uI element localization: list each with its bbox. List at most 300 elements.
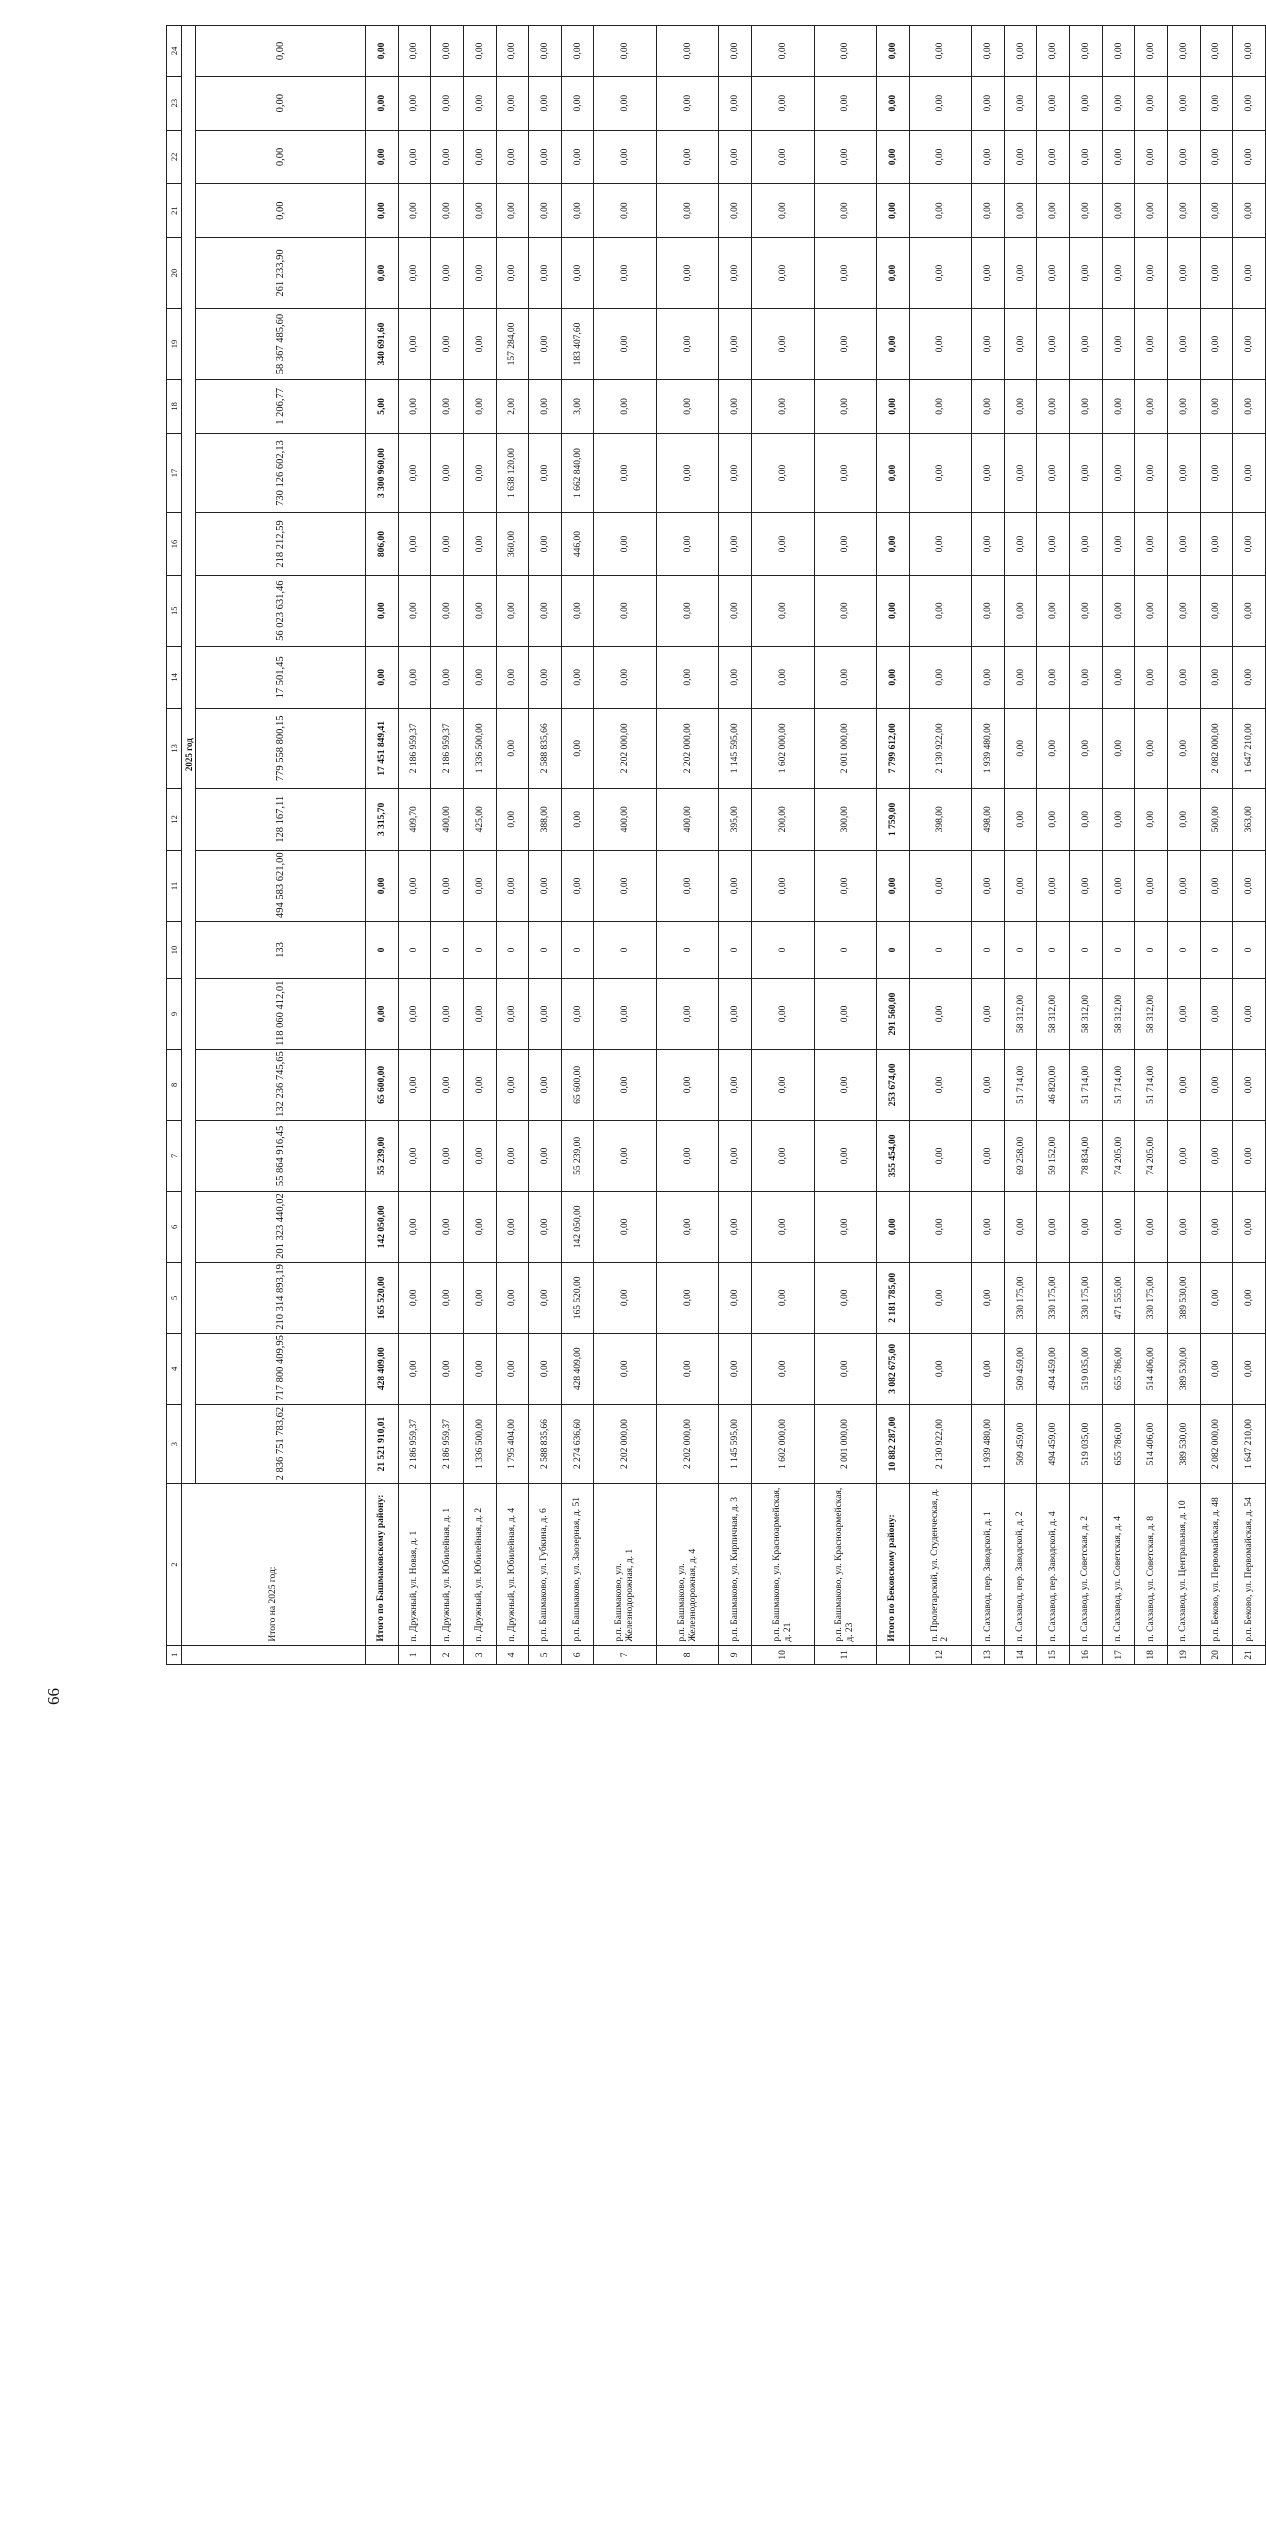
value-cell: 0,00 [463, 26, 496, 77]
table-row [1102, 26, 1135, 1665]
grand-total-cell: 1 206,77 [196, 379, 366, 433]
value-cell: 0,00 [1135, 309, 1168, 380]
value-cell: 0,00 [463, 1191, 496, 1262]
value-cell: 0,00 [496, 788, 529, 850]
value-cell: 0,00 [561, 238, 594, 309]
address-cell: п. Дружный, ул. Новая, д. 1 [398, 1484, 431, 1645]
value-cell: 0,00 [594, 851, 657, 922]
table-row [1004, 26, 1037, 1665]
value-cell: 0,00 [719, 1049, 752, 1120]
value-cell: 0,00 [909, 184, 972, 238]
value-cell: 157 284,00 [496, 309, 529, 380]
value-cell: 0,00 [1004, 238, 1037, 309]
value-cell: 0 [431, 921, 464, 978]
value-cell: 0,00 [972, 379, 1005, 433]
value-cell: 0,00 [431, 238, 464, 309]
value-cell: 0,00 [1233, 433, 1266, 513]
value-cell: 0,00 [1200, 433, 1233, 513]
value-cell: 142 050,00 [366, 1191, 399, 1262]
value-cell: 0,00 [1200, 978, 1233, 1049]
value-cell: 0,00 [656, 76, 719, 130]
value-cell: 1 647 210,00 [1233, 1404, 1266, 1484]
value-cell: 1 647 210,00 [1233, 709, 1266, 789]
page-number: 66 [44, 1688, 63, 1705]
column-number: 17 [167, 433, 182, 513]
value-cell: 0,00 [1037, 513, 1070, 575]
value-cell: 0,00 [398, 184, 431, 238]
value-cell: 58 312,00 [1070, 978, 1103, 1049]
address-cell: р.п. Беково, ул. Первомайская, д. 54 [1233, 1484, 1266, 1645]
value-cell: 0,00 [972, 575, 1005, 646]
value-cell: 0,00 [909, 646, 972, 708]
value-cell: 0,00 [431, 513, 464, 575]
value-cell: 0,00 [752, 513, 815, 575]
value-cell: 0 [1102, 921, 1135, 978]
value-cell: 0,00 [398, 379, 431, 433]
table-row [561, 26, 594, 1665]
column-number: 20 [167, 238, 182, 309]
table-row [719, 26, 752, 1665]
value-cell: 0,00 [752, 851, 815, 922]
value-cell: 388,00 [529, 788, 562, 850]
value-cell: 0,00 [719, 309, 752, 380]
value-cell: 0,00 [752, 379, 815, 433]
value-cell: 0,00 [1167, 575, 1200, 646]
value-cell: 0,00 [909, 433, 972, 513]
value-cell: 0,00 [561, 646, 594, 708]
value-cell: 1 602 000,00 [752, 1404, 815, 1484]
grand-total-cell: 261 233,90 [196, 238, 366, 309]
column-number: 3 [167, 1404, 182, 1484]
value-cell: 165 520,00 [366, 1262, 399, 1333]
column-number: 12 [167, 788, 182, 850]
value-cell: 0,00 [814, 379, 877, 433]
value-cell: 0,00 [366, 978, 399, 1049]
value-cell: 0,00 [1167, 130, 1200, 184]
value-cell: 0,00 [814, 1120, 877, 1191]
value-cell: 0,00 [877, 238, 910, 309]
value-cell: 0,00 [398, 978, 431, 1049]
value-cell: 330 175,00 [1070, 1262, 1103, 1333]
row-number: 13 [972, 1645, 1005, 1664]
value-cell: 363,00 [1233, 788, 1266, 850]
value-cell: 0,00 [972, 238, 1005, 309]
value-cell: 1 336 500,00 [463, 709, 496, 789]
value-cell: 0 [1135, 921, 1168, 978]
value-cell: 1 145 595,00 [719, 709, 752, 789]
value-cell: 0,00 [814, 1333, 877, 1404]
value-cell: 0,00 [1167, 788, 1200, 850]
value-cell: 0,00 [398, 238, 431, 309]
grand-total-cell: 128 167,11 [196, 788, 366, 850]
value-cell: 0,00 [463, 76, 496, 130]
value-cell: 0,00 [1233, 379, 1266, 433]
value-cell: 0,00 [529, 646, 562, 708]
value-cell: 0,00 [752, 238, 815, 309]
value-cell: 2 186 959,37 [398, 709, 431, 789]
value-cell: 0,00 [1233, 130, 1266, 184]
value-cell: 0,00 [972, 646, 1005, 708]
value-cell: 2 202 000,00 [656, 1404, 719, 1484]
value-cell: 74 205,00 [1135, 1120, 1168, 1191]
value-cell: 0,00 [529, 309, 562, 380]
grand-total-cell: 58 367 485,60 [196, 309, 366, 380]
value-cell: 0,00 [1004, 76, 1037, 130]
value-cell: 0,00 [972, 513, 1005, 575]
value-cell: 0,00 [1135, 379, 1168, 433]
table-row [972, 26, 1005, 1665]
value-cell: 51 714,00 [1102, 1049, 1135, 1120]
value-cell: 0,00 [1102, 575, 1135, 646]
value-cell: 0,00 [1037, 379, 1070, 433]
value-cell: 0,00 [529, 26, 562, 77]
value-cell: 0 [1200, 921, 1233, 978]
value-cell: 0,00 [594, 1191, 657, 1262]
address-cell: п. Сахзавод, пер. Заводской, д. 1 [972, 1484, 1005, 1645]
value-cell: 0,00 [656, 978, 719, 1049]
value-cell: 0,00 [1233, 1049, 1266, 1120]
value-cell: 0,00 [972, 433, 1005, 513]
value-cell: 0,00 [1135, 575, 1168, 646]
value-cell: 0,00 [1233, 575, 1266, 646]
value-cell: 514 406,00 [1135, 1333, 1168, 1404]
table-row [496, 26, 529, 1665]
value-cell: 360,00 [496, 513, 529, 575]
value-cell: 0,00 [814, 26, 877, 77]
value-cell: 0,00 [752, 978, 815, 1049]
value-cell: 330 175,00 [1004, 1262, 1037, 1333]
value-cell: 0,00 [496, 1262, 529, 1333]
value-cell: 0,00 [1167, 184, 1200, 238]
value-cell: 0,00 [431, 978, 464, 1049]
value-cell: 0,00 [594, 513, 657, 575]
value-cell: 0,00 [463, 646, 496, 708]
value-cell: 0 [1037, 921, 1070, 978]
address-cell: п. Сахзавод, ул. Советская, д. 8 [1135, 1484, 1168, 1645]
value-cell: 0,00 [1135, 513, 1168, 575]
grand-total-cell: 2 836 751 783,62 [196, 1404, 366, 1484]
value-cell: 0,00 [1037, 851, 1070, 922]
table-row [431, 26, 464, 1665]
value-cell: 0,00 [1167, 238, 1200, 309]
value-cell: 0,00 [1004, 1191, 1037, 1262]
value-cell: 0,00 [1135, 76, 1168, 130]
value-cell: 0,00 [752, 1049, 815, 1120]
value-cell: 5,00 [366, 379, 399, 433]
value-cell: 51 714,00 [1135, 1049, 1168, 1120]
value-cell: 0,00 [972, 26, 1005, 77]
value-cell: 0,00 [656, 1120, 719, 1191]
value-cell: 0,00 [1037, 130, 1070, 184]
value-cell: 0,00 [431, 76, 464, 130]
address-cell: р.п. Башмаково, ул. Красноармейская, д. 23 [814, 1484, 877, 1645]
value-cell: 0,00 [656, 1191, 719, 1262]
value-cell: 0,00 [1102, 709, 1135, 789]
value-cell: 0 [1233, 921, 1266, 978]
grand-total-cell: 56 023 631,46 [196, 575, 366, 646]
value-cell: 0,00 [1167, 76, 1200, 130]
value-cell: 0,00 [972, 851, 1005, 922]
column-number: 16 [167, 513, 182, 575]
value-cell: 0 [496, 921, 529, 978]
value-cell: 428 409,00 [561, 1333, 594, 1404]
value-cell: 0,00 [1135, 1191, 1168, 1262]
value-cell: 0,00 [1200, 238, 1233, 309]
value-cell: 0,00 [463, 184, 496, 238]
value-cell: 0,00 [1233, 76, 1266, 130]
value-cell: 0,00 [594, 76, 657, 130]
value-cell: 400,00 [594, 788, 657, 850]
value-cell: 58 312,00 [1004, 978, 1037, 1049]
value-cell: 46 820,00 [1037, 1049, 1070, 1120]
value-cell: 0,00 [1102, 851, 1135, 922]
value-cell: 0,00 [1102, 646, 1135, 708]
value-cell: 2 186 959,37 [431, 709, 464, 789]
address-cell: п. Сахзавод, ул. Советская, д. 2 [1070, 1484, 1103, 1645]
row-number: 6 [561, 1645, 594, 1664]
value-cell: 0,00 [752, 1262, 815, 1333]
value-cell: 519 035,00 [1070, 1404, 1103, 1484]
value-cell: 0,00 [719, 238, 752, 309]
value-cell: 0,00 [1135, 433, 1168, 513]
value-cell: 0 [719, 921, 752, 978]
grand-total-row [196, 26, 366, 1665]
value-cell: 0,00 [1037, 26, 1070, 77]
value-cell: 425,00 [463, 788, 496, 850]
column-number-row [167, 26, 182, 1665]
value-cell: 0,00 [972, 1120, 1005, 1191]
value-cell: 17 451 849,41 [366, 709, 399, 789]
value-cell: 0 [529, 921, 562, 978]
value-cell: 0,00 [1037, 76, 1070, 130]
value-cell: 0,00 [594, 26, 657, 77]
value-cell: 0,00 [719, 1333, 752, 1404]
value-cell: 0,00 [877, 851, 910, 922]
value-cell: 0,00 [1167, 646, 1200, 708]
value-cell: 0 [366, 921, 399, 978]
value-cell: 0,00 [431, 1333, 464, 1404]
value-cell: 0,00 [719, 76, 752, 130]
value-cell: 0,00 [909, 851, 972, 922]
value-cell: 0,00 [398, 1120, 431, 1191]
value-cell: 0,00 [1102, 513, 1135, 575]
value-cell: 0,00 [1233, 1333, 1266, 1404]
value-cell: 0,00 [431, 1262, 464, 1333]
value-cell: 0,00 [1233, 1191, 1266, 1262]
value-cell: 0,00 [814, 309, 877, 380]
value-cell: 0,00 [972, 76, 1005, 130]
value-cell: 0,00 [431, 379, 464, 433]
address-cell: р.п. Башмаково, ул. Губкина, д. 6 [529, 1484, 562, 1645]
value-cell: 0,00 [529, 978, 562, 1049]
value-cell: 0,00 [1102, 379, 1135, 433]
address-cell: п. Сахзавод, пер. Заводской, д. 4 [1037, 1484, 1070, 1645]
column-number: 21 [167, 184, 182, 238]
address-cell: р.п. Башмаково, ул. Железнодорожная, д. 1 [594, 1484, 657, 1645]
value-cell: 514 406,00 [1135, 1404, 1168, 1484]
value-cell: 355 454,00 [877, 1120, 910, 1191]
value-cell: 0,00 [1135, 26, 1168, 77]
value-cell: 0,00 [1167, 1049, 1200, 1120]
value-cell: 55 239,00 [366, 1120, 399, 1191]
value-cell: 0,00 [1233, 26, 1266, 77]
value-cell: 498,00 [972, 788, 1005, 850]
table-row [1037, 26, 1070, 1665]
value-cell: 0,00 [1135, 130, 1168, 184]
value-cell: 0,00 [1037, 646, 1070, 708]
value-cell: 0,00 [366, 76, 399, 130]
value-cell: 0,00 [463, 1120, 496, 1191]
value-cell: 0,00 [1037, 433, 1070, 513]
value-cell: 0,00 [909, 575, 972, 646]
value-cell: 0,00 [463, 379, 496, 433]
column-number: 13 [167, 709, 182, 789]
value-cell: 0,00 [1167, 709, 1200, 789]
value-cell: 0,00 [909, 76, 972, 130]
value-cell: 0,00 [814, 76, 877, 130]
value-cell: 0,00 [366, 184, 399, 238]
column-number: 18 [167, 379, 182, 433]
value-cell: 395,00 [719, 788, 752, 850]
value-cell: 0,00 [496, 238, 529, 309]
value-cell: 0,00 [561, 978, 594, 1049]
value-cell: 0,00 [529, 379, 562, 433]
value-cell: 0,00 [529, 575, 562, 646]
column-number: 11 [167, 851, 182, 922]
value-cell: 0,00 [1070, 1191, 1103, 1262]
grand-total-cell: 55 864 916,45 [196, 1120, 366, 1191]
row-number: 4 [496, 1645, 529, 1664]
column-number: 8 [167, 1049, 182, 1120]
value-cell: 0,00 [752, 1333, 815, 1404]
value-cell: 0,00 [656, 238, 719, 309]
value-cell: 0,00 [1233, 851, 1266, 922]
value-cell: 0,00 [1004, 130, 1037, 184]
value-cell: 0,00 [398, 1191, 431, 1262]
value-cell: 1 638 120,00 [496, 433, 529, 513]
row-number: 16 [1070, 1645, 1103, 1664]
table-row [1233, 26, 1266, 1665]
value-cell: 0,00 [972, 1262, 1005, 1333]
value-cell: 0,00 [1135, 788, 1168, 850]
value-cell: 0,00 [1004, 379, 1037, 433]
value-cell: 0,00 [496, 1333, 529, 1404]
grand-total-cell: 717 800 409,95 [196, 1333, 366, 1404]
value-cell: 0,00 [719, 513, 752, 575]
value-cell: 0,00 [656, 646, 719, 708]
table-row [529, 26, 562, 1665]
value-cell: 0,00 [1233, 1262, 1266, 1333]
value-cell: 0,00 [496, 575, 529, 646]
value-cell: 0,00 [1200, 379, 1233, 433]
value-cell: 0,00 [814, 238, 877, 309]
value-cell: 0,00 [398, 513, 431, 575]
value-cell: 0 [463, 921, 496, 978]
value-cell: 0,00 [877, 76, 910, 130]
value-cell: 0,00 [719, 379, 752, 433]
grand-total-cell: 218 212,59 [196, 513, 366, 575]
value-cell: 0,00 [561, 851, 594, 922]
value-cell: 0,00 [463, 238, 496, 309]
value-cell: 0,00 [561, 76, 594, 130]
value-cell: 0,00 [1004, 709, 1037, 789]
value-cell: 0,00 [1233, 309, 1266, 380]
table-row [398, 26, 431, 1665]
value-cell: 0,00 [1102, 238, 1135, 309]
value-cell: 2 082 000,00 [1200, 709, 1233, 789]
grand-total-cell: 201 323 440,02 [196, 1191, 366, 1262]
value-cell: 0 [877, 921, 910, 978]
value-cell: 0,00 [752, 309, 815, 380]
value-cell: 58 312,00 [1135, 978, 1168, 1049]
value-cell: 0,00 [496, 851, 529, 922]
value-cell: 0,00 [1102, 26, 1135, 77]
grand-total-cell: 0,00 [196, 76, 366, 130]
value-cell: 0,00 [398, 309, 431, 380]
value-cell: 0,00 [909, 1120, 972, 1191]
row-number [366, 1645, 399, 1664]
value-cell: 200,00 [752, 788, 815, 850]
value-cell: 0,00 [1004, 184, 1037, 238]
value-cell: 0,00 [496, 1049, 529, 1120]
value-cell: 0,00 [877, 646, 910, 708]
value-cell: 0,00 [1070, 184, 1103, 238]
value-cell: 0 [972, 921, 1005, 978]
grand-total-cell: 494 583 621,00 [196, 851, 366, 922]
value-cell: 0,00 [594, 130, 657, 184]
value-cell: 2 130 922,00 [909, 709, 972, 789]
value-cell: 0 [1004, 921, 1037, 978]
value-cell: 0,00 [1200, 513, 1233, 575]
table-row [752, 26, 815, 1665]
value-cell: 0,00 [752, 1120, 815, 1191]
value-cell: 0,00 [877, 309, 910, 380]
row-number: 10 [752, 1645, 815, 1664]
value-cell: 0,00 [1200, 1120, 1233, 1191]
value-cell: 0,00 [1070, 575, 1103, 646]
value-cell: 0,00 [752, 575, 815, 646]
value-cell: 0,00 [463, 978, 496, 1049]
value-cell: 0,00 [431, 433, 464, 513]
value-cell: 0 [561, 921, 594, 978]
value-cell: 0,00 [909, 26, 972, 77]
value-cell: 0,00 [909, 130, 972, 184]
column-number: 9 [167, 978, 182, 1049]
value-cell: 0,00 [656, 1262, 719, 1333]
value-cell: 0,00 [1200, 184, 1233, 238]
value-cell: 0,00 [719, 130, 752, 184]
value-cell: 2 202 000,00 [656, 709, 719, 789]
value-cell: 0,00 [1102, 184, 1135, 238]
value-cell: 0,00 [529, 130, 562, 184]
value-cell: 65 600,00 [561, 1049, 594, 1120]
value-cell: 0,00 [1167, 309, 1200, 380]
value-cell: 0,00 [366, 26, 399, 77]
value-cell: 0 [909, 921, 972, 978]
value-cell: 0,00 [594, 238, 657, 309]
value-cell: 0,00 [561, 788, 594, 850]
value-cell: 0,00 [814, 646, 877, 708]
address-cell: п. Дружный, ул. Юбилейная, д. 2 [463, 1484, 496, 1645]
value-cell: 1 795 404,00 [496, 1404, 529, 1484]
value-cell: 0,00 [463, 513, 496, 575]
value-cell: 389 530,00 [1167, 1262, 1200, 1333]
value-cell: 0,00 [1167, 513, 1200, 575]
value-cell: 2 274 636,60 [561, 1404, 594, 1484]
value-cell: 0,00 [1037, 788, 1070, 850]
column-number: 22 [167, 130, 182, 184]
value-cell: 0,00 [594, 184, 657, 238]
